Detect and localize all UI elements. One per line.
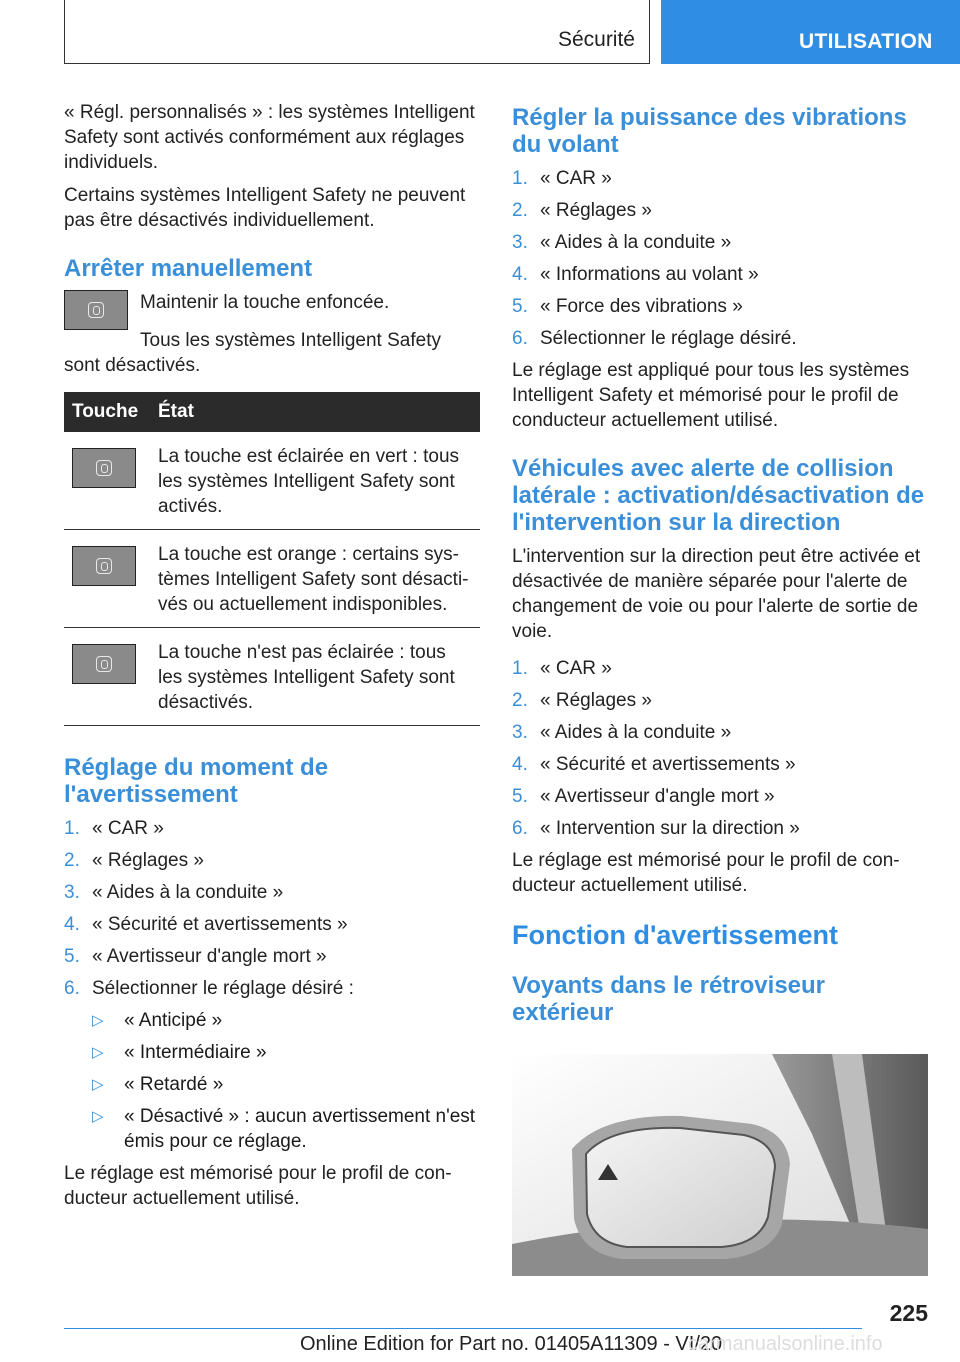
header-chapter: UTILISATION	[799, 30, 933, 53]
mirror-lights-heading: Voyants dans le rétroviseur extérieur	[512, 972, 826, 1026]
list-item: 3. « Aides à la conduite »	[512, 232, 732, 253]
list-item: 4. « Informations au volant »	[512, 264, 759, 285]
manual-stop-result: Tous les systèmes Intelligent Safety sont désactivés.	[64, 330, 441, 376]
header-section-box	[64, 0, 650, 64]
header-section: Sécurité	[557, 28, 635, 51]
list-item: ▷ « Désactivé » : aucun avertissement n'est émis pour ce réglage.	[92, 1106, 476, 1152]
triangle-bullet-icon: ▷	[92, 1076, 104, 1093]
manual-stop-instruction: Maintenir la touche enfoncée.	[140, 292, 390, 313]
warning-time-outro: Le réglage est mémorisé pour le profil de con-ducteur actuellement utilisé.	[64, 1163, 452, 1209]
button-state-table	[64, 392, 480, 726]
list-item: 3. « Aides à la conduite »	[64, 882, 284, 903]
button-green-icon	[72, 448, 136, 488]
list-item: 2. « Réglages »	[512, 690, 652, 711]
list-item: 2. « Réglages »	[64, 850, 204, 871]
side-mirror-image	[512, 1054, 928, 1276]
list-item: 5. « Force des vibrations »	[512, 296, 743, 317]
button-orange-icon	[72, 546, 136, 586]
list-item: 6. Sélectionner le réglage désiré.	[512, 328, 797, 349]
list-item: 6. « Intervention sur la direction »	[512, 818, 800, 839]
warning-function-heading: Fonction d'avertissement	[512, 920, 838, 950]
warning-time-steps	[64, 816, 482, 1001]
list-item: 4. « Sécurité et avertissements »	[512, 754, 796, 775]
list-item: 3. « Aides à la conduite »	[512, 722, 732, 743]
vibration-outro: Le réglage est appliqué pour tous les systèmes Intelligent Safety et mémorisé pour le profil de conducteur actuellement utilisé.	[512, 360, 910, 431]
footer-watermark: carmanualsonline.info	[688, 1333, 883, 1355]
collision-heading: Véhicules avec alerte de collision latérale : activation/désactivation de l'intervention sur la direction	[512, 455, 925, 536]
collision-outro: Le réglage est mémorisé pour le profil de con-ducteur actuellement utilisé.	[512, 850, 900, 896]
table-cell-state: La touche est éclairée en vert : tous les systèmes Intelligent Safety sont activés.	[150, 432, 480, 530]
manual-stop-block	[64, 290, 482, 330]
list-item: 1. « CAR »	[64, 818, 164, 839]
table-cell-state: La touche n'est pas éclairée : tous les systèmes Intelligent Safety sont désactivés.	[150, 628, 480, 726]
footer-edition: Online Edition for Part no. 01405A11309 - VI/20	[300, 1333, 723, 1355]
list-item: ▷ « Retardé »	[92, 1074, 224, 1095]
triangle-bullet-icon: ▷	[92, 1108, 104, 1125]
warning-time-options	[92, 1008, 482, 1154]
table-cell-state: La touche est orange : certains sys-tèmes Intelligent Safety sont désacti-vés ou actuellement indisponibles.	[150, 530, 480, 628]
list-item: 5. « Avertisseur d'angle mort »	[64, 946, 327, 967]
list-item: 1. « CAR »	[512, 168, 612, 189]
intro-paragraph-1: « Régl. personnalisés » : les systèmes Intelligent Safety sont activés conformément aux réglages individuels.	[64, 102, 475, 173]
list-item: 4. « Sécurité et avertissements »	[64, 914, 348, 935]
triangle-bullet-icon: ▷	[92, 1044, 104, 1061]
right-column	[512, 100, 930, 1034]
table-row	[64, 432, 480, 530]
list-item: ▷ « Intermédiaire »	[92, 1042, 267, 1063]
left-column	[64, 100, 482, 1219]
button-off-icon	[72, 644, 136, 684]
table-row	[64, 530, 480, 628]
vibration-heading: Régler la puissance des vibrations du volant	[512, 104, 907, 158]
warning-time-heading: Réglage du moment de l'avertissement	[64, 754, 329, 808]
vibration-steps	[512, 166, 930, 351]
collision-paragraph: L'intervention sur la direction peut être activée et désactivée de manière séparée pour l'alerte de changement de voie ou pour l'alerte de sortie de voie.	[512, 546, 921, 642]
footer-rule	[64, 1328, 862, 1329]
list-item: ▷ « Anticipé »	[92, 1010, 223, 1031]
list-item: 1. « CAR »	[512, 658, 612, 679]
list-item: 2. « Réglages »	[512, 200, 652, 221]
triangle-bullet-icon: ▷	[92, 1012, 104, 1029]
list-item: 5. « Avertisseur d'angle mort »	[512, 786, 775, 807]
header-chapter-box	[661, 0, 960, 64]
table-row	[64, 628, 480, 726]
intelligent-safety-button-icon	[64, 290, 128, 330]
page-number: 225	[889, 1300, 928, 1326]
table-header-state: État	[150, 392, 480, 432]
table-header-button: Touche	[64, 392, 150, 432]
manual-stop-heading: Arrêter manuellement	[64, 255, 313, 282]
list-item: 6. Sélectionner le réglage désiré :	[64, 978, 354, 999]
collision-steps	[512, 656, 930, 841]
intro-paragraph-2: Certains systèmes Intelligent Safety ne peuvent pas être désactivés individuellement.	[64, 185, 466, 231]
